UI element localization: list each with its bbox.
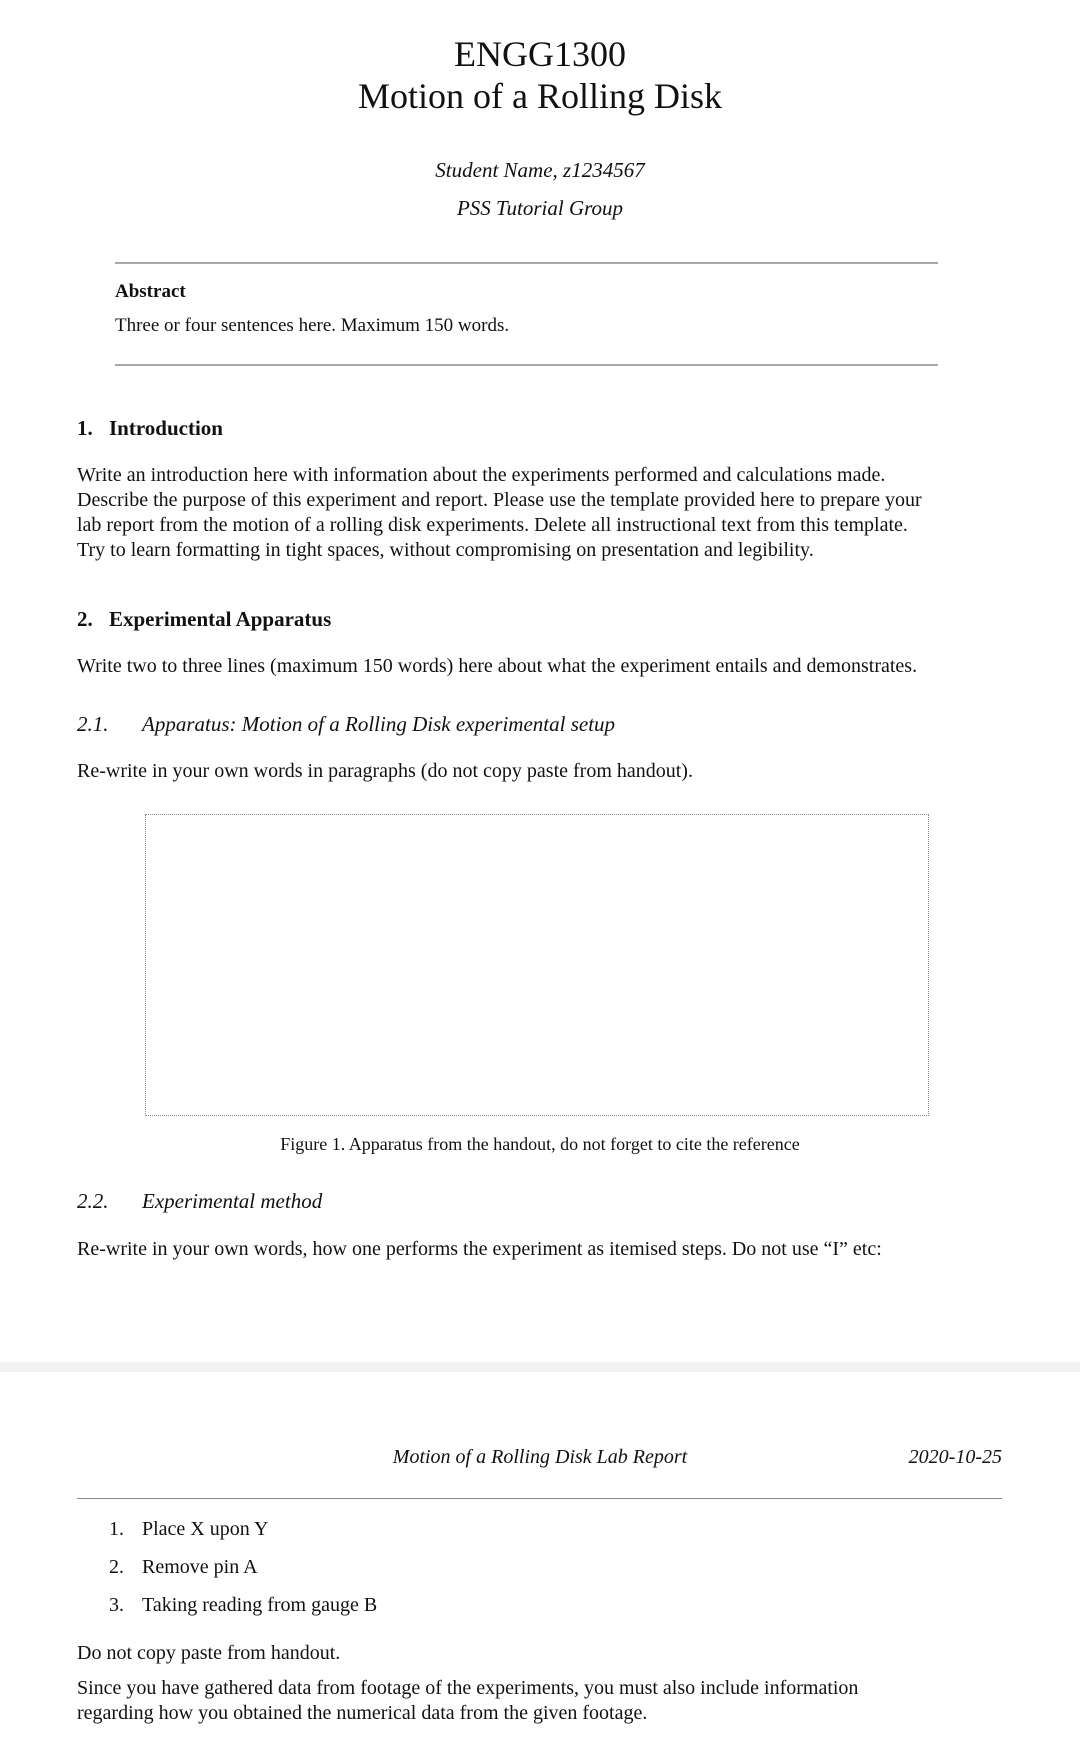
abstract-bottom-rule xyxy=(115,364,938,366)
footage-line: Since you have gathered data from footage of the experiments, you must also include information xyxy=(77,1677,859,1699)
step-number: 3. xyxy=(109,1594,124,1616)
note-text: Do not copy paste from handout. xyxy=(77,1642,341,1664)
figure-caption: Figure 1. Apparatus from the handout, do not forget to cite the reference xyxy=(280,1134,800,1154)
running-header-title: Motion of a Rolling Disk Lab Report xyxy=(392,1446,688,1468)
step-number: 2. xyxy=(109,1556,124,1578)
intro-line: Write an introduction here with information about the experiments performed and calculations made. xyxy=(77,464,886,486)
header-rule xyxy=(77,1498,1002,1499)
subsection-2-1-heading: Apparatus: Motion of a Rolling Disk experimental setup xyxy=(142,712,616,736)
course-code: ENGG1300 xyxy=(454,34,626,74)
figure-placeholder xyxy=(145,814,929,1116)
step-number: 1. xyxy=(109,1518,124,1540)
abstract-heading: Abstract xyxy=(115,281,186,302)
student-name: Student Name, z1234567 xyxy=(435,158,645,182)
document-title: Motion of a Rolling Disk xyxy=(357,76,722,116)
section-2-number: 2. xyxy=(77,607,93,631)
step-text: Taking reading from gauge B xyxy=(142,1594,378,1616)
section-1-number: 1. xyxy=(77,416,93,440)
intro-line: lab report from the motion of a rolling disk experiments. Delete all instructional text from this template. xyxy=(77,514,908,536)
page-2 xyxy=(0,1372,1080,1760)
section-2-heading: Experimental Apparatus xyxy=(109,607,332,631)
intro-line: Describe the purpose of this experiment and report. Please use the template provided here to prepare your xyxy=(77,489,922,511)
apparatus-text: Write two to three lines (maximum 150 words) here about what the experiment entails and demonstrates. xyxy=(77,655,918,677)
subsection-2-2-text: Re-write in your own words, how one performs the experiment as itemised steps. Do not use “I” etc: xyxy=(77,1238,882,1260)
section-1-heading: Introduction xyxy=(109,416,223,440)
subsection-2-2-number: 2.2. xyxy=(77,1189,109,1213)
tutorial-group: PSS Tutorial Group xyxy=(456,196,624,220)
intro-line: Try to learn formatting in tight spaces, without compromising on presentation and legibility. xyxy=(77,539,814,561)
running-header-date: 2020-10-25 xyxy=(908,1446,1002,1468)
step-text: Remove pin A xyxy=(142,1556,258,1578)
intro-paragraph xyxy=(77,463,1007,563)
abstract-text: Three or four sentences here. Maximum 150 words. xyxy=(115,315,510,336)
footage-line: regarding how you obtained the numerical data from the given footage. xyxy=(77,1702,648,1724)
subsection-2-1-text: Re-write in your own words in paragraphs (do not copy paste from handout). xyxy=(77,760,693,782)
subsection-2-2-heading: Experimental method xyxy=(142,1189,323,1213)
subsection-2-1-number: 2.1. xyxy=(77,712,109,736)
abstract-top-rule xyxy=(115,262,938,264)
step-text: Place X upon Y xyxy=(142,1518,269,1540)
footage-paragraph xyxy=(77,1676,1007,1726)
